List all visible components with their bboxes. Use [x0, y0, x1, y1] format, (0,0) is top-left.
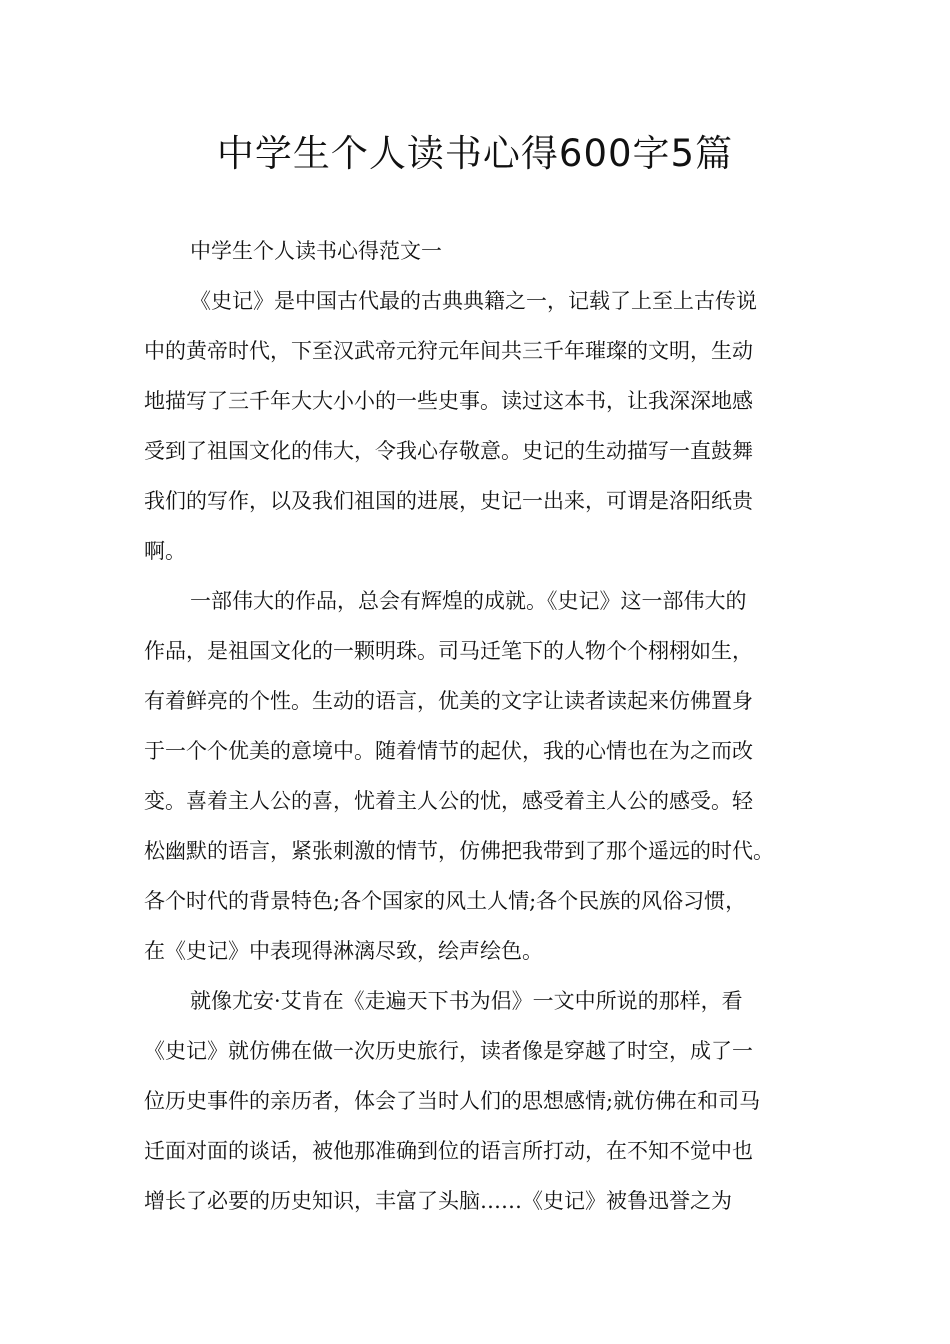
- document-body: [144, 226, 824, 1226]
- body-line-text: 中的黄帝时代，下至汉武帝元狩元年间共三千年璀璨的文明，生动: [144, 339, 753, 363]
- body-line-text: 啊。: [144, 539, 186, 563]
- body-line: [144, 726, 824, 776]
- body-line-text: 松幽默的语言，紧张刺激的情节，仿佛把我带到了那个遥远的时代。: [144, 839, 774, 863]
- body-line: [144, 876, 824, 926]
- body-line: [144, 626, 824, 676]
- body-line-text: 一部伟大的作品，总会有辉煌的成就。《史记》这一部伟大的: [190, 589, 747, 613]
- body-line-text: 我们的写作，以及我们祖国的进展，史记一出来，可谓是洛阳纸贵: [144, 489, 753, 513]
- body-line: [144, 776, 824, 826]
- body-line-text: 在《史记》中表现得淋漓尽致，绘声绘色。: [144, 939, 543, 963]
- body-line-text: 有着鲜亮的个性。生动的语言，优美的文字让读者读起来仿佛置身: [144, 689, 753, 713]
- body-line: [144, 576, 824, 626]
- body-line-text: 变。喜着主人公的喜，忧着主人公的忧，感受着主人公的感受。轻: [144, 789, 753, 813]
- body-line-text: 《史记》是中国古代最的古典典籍之一，记载了上至上古传说: [190, 289, 757, 313]
- body-line: [144, 476, 824, 526]
- body-line: [144, 1026, 824, 1076]
- body-line: [144, 226, 824, 276]
- body-line-text: 中学生个人读书心得范文一: [190, 239, 442, 263]
- body-line-text: 位历史事件的亲历者，体会了当时人们的思想感情;就仿佛在和司马: [144, 1089, 761, 1113]
- body-line: [144, 1176, 824, 1226]
- body-line: [144, 1076, 824, 1126]
- body-line: [144, 1126, 824, 1176]
- body-line-text: 就像尤安·艾肯在《走遍天下书为侣》一文中所说的那样，看: [190, 989, 743, 1013]
- body-line-text: 各个时代的背景特色;各个国家的风土人情;各个民族的风俗习惯，: [144, 889, 747, 913]
- body-line-text: 迁面对面的谈话，被他那准确到位的语言所打动，在不知不觉中也: [144, 1139, 753, 1163]
- body-line: [144, 976, 824, 1026]
- body-line: [144, 526, 824, 576]
- document-title: 中学生个人读书心得600字5篇: [216, 132, 734, 175]
- body-line: [144, 326, 824, 376]
- body-line-text: 作品，是祖国文化的一颗明珠。司马迁笔下的人物个个栩栩如生，: [144, 639, 753, 663]
- body-line: [144, 926, 824, 976]
- body-line-text: 《史记》就仿佛在做一次历史旅行，读者像是穿越了时空，成了一: [144, 1039, 753, 1063]
- body-line: [144, 376, 824, 426]
- body-line-text: 于一个个优美的意境中。随着情节的起伏，我的心情也在为之而改: [144, 739, 753, 763]
- body-line-text: 增长了必要的历史知识，丰富了头脑……《史记》被鲁迅誉之为: [144, 1189, 732, 1213]
- body-line: [144, 276, 824, 326]
- body-line: [144, 826, 824, 876]
- body-line: [144, 426, 824, 476]
- body-line-text: 受到了祖国文化的伟大，令我心存敬意。史记的生动描写一直鼓舞: [144, 439, 753, 463]
- body-line: [144, 676, 824, 726]
- body-line-text: 地描写了三千年大大小小的一些史事。读过这本书，让我深深地感: [144, 389, 753, 413]
